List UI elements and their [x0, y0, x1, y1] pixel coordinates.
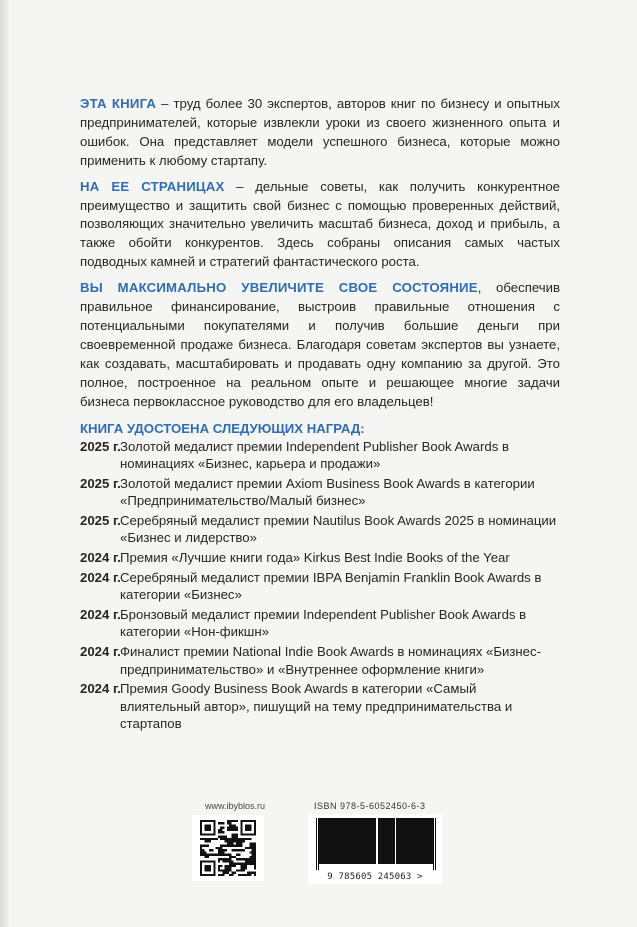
paragraph-on-its-pages [80, 178, 560, 273]
barcode-icon [308, 814, 442, 884]
award-text: Финалист премии National Indie Book Awards в номинациях «Бизнес-предпринимательство» и «Внутреннее оформление книги» [120, 644, 542, 677]
award-text: Золотой медалист премии Axiom Business Book Awards в категории «Предпринимательство/Малый бизнес» [120, 475, 535, 509]
award-text: Бронзовый медалист премии Independent Publisher Book Awards в категории «Нон-фикшн» [120, 606, 527, 640]
award-item [80, 680, 560, 733]
award-year: 2025 г. [80, 475, 121, 491]
back-cover-text [80, 95, 560, 735]
paragraph-this-book [80, 95, 560, 171]
award-item [80, 606, 560, 641]
award-year: 2024 г. [80, 550, 121, 566]
awards-list [80, 438, 560, 734]
paragraph-text: – дельные советы, как получить конкурентное преимущество и защитить свой бизнес с помощью проверенных действий, позволяющих значительно увеличить масштаб бизнеса, доход и прибыль, а также обойти конкурентов. Здесь собраны описания самых частых подводных камней и стратегий фантастического роста. [80, 178, 560, 270]
barcode-number: 9 785605 245063 > [327, 872, 423, 882]
award-item [80, 549, 560, 567]
qr-code-graphic [200, 820, 256, 876]
award-text: Премия Goody Business Book Awards в категории «Самый влиятельный автор», пишущий на тему предпринимательства и стартапов [120, 681, 513, 732]
award-year: 2024 г. [80, 606, 121, 622]
paragraph-text: , обеспечив правильное финансирование, выстроив правильные отношения с потенциальными покупателями и получив большие деньги при своевременной продаже бизнеса. Благодаря советам экспертов вы узнаете, как создавать, масштабировать и продавать одну компанию за другой. Это полное, построенное на реальном опыте и решающее многие задачи бизнеса первоклассное руководство для его владельцев! [80, 280, 560, 409]
awards-heading: КНИГА УДОСТОЕНА СЛЕДУЮЩИХ НАГРАД: [80, 420, 365, 436]
award-item [80, 438, 560, 473]
award-item [80, 475, 560, 510]
award-year: 2024 г. [80, 681, 121, 697]
award-year: 2025 г. [80, 512, 121, 528]
award-text: Серебряный медалист премии Nautilus Book Awards 2025 в номинации «Бизнес и лидерство» [120, 512, 557, 546]
award-item [80, 512, 560, 547]
paragraph-lead: ВЫ МАКСИМАЛЬНО УВЕЛИЧИТЕ СВОЕ СОСТОЯНИЕ [80, 280, 478, 296]
paragraph-lead: ЭТА КНИГА [80, 96, 157, 111]
award-item [80, 643, 560, 678]
paragraph-increase-wealth [80, 279, 560, 411]
award-text: Золотой медалист премии Independent Publisher Book Awards в номинациях «Бизнес, карьера и продажи» [120, 438, 509, 472]
page-edge-shadow [0, 0, 10, 927]
barcode-graphic [308, 814, 442, 872]
paragraph-text: – труд более 30 экспертов, авторов книг по бизнесу и опытных предпринимателей, которые извлекли уроки из своего жизненного опыта и ошибок. Она представляет модели успешного бизнеса, которые можно применить к любому стартапу. [80, 96, 560, 168]
isbn-label: ISBN 978-5-6052450-6-3 [314, 801, 426, 811]
award-year: 2024 г. [80, 644, 121, 660]
award-text: Серебряный медалист премии IBPA Benjamin Franklin Book Awards в категории «Бизнес» [120, 569, 542, 603]
publisher-website: www.ibyblos.ru [205, 801, 266, 811]
paragraph-lead: НА ЕЕ СТРАНИЦАХ [80, 178, 225, 194]
qr-code-icon [192, 815, 264, 881]
award-text: Премия «Лучшие книги года» Kirkus Best Indie Books of the Year [120, 550, 510, 566]
award-year: 2024 г. [80, 569, 121, 585]
award-item [80, 569, 560, 604]
award-year: 2025 г. [80, 438, 121, 454]
